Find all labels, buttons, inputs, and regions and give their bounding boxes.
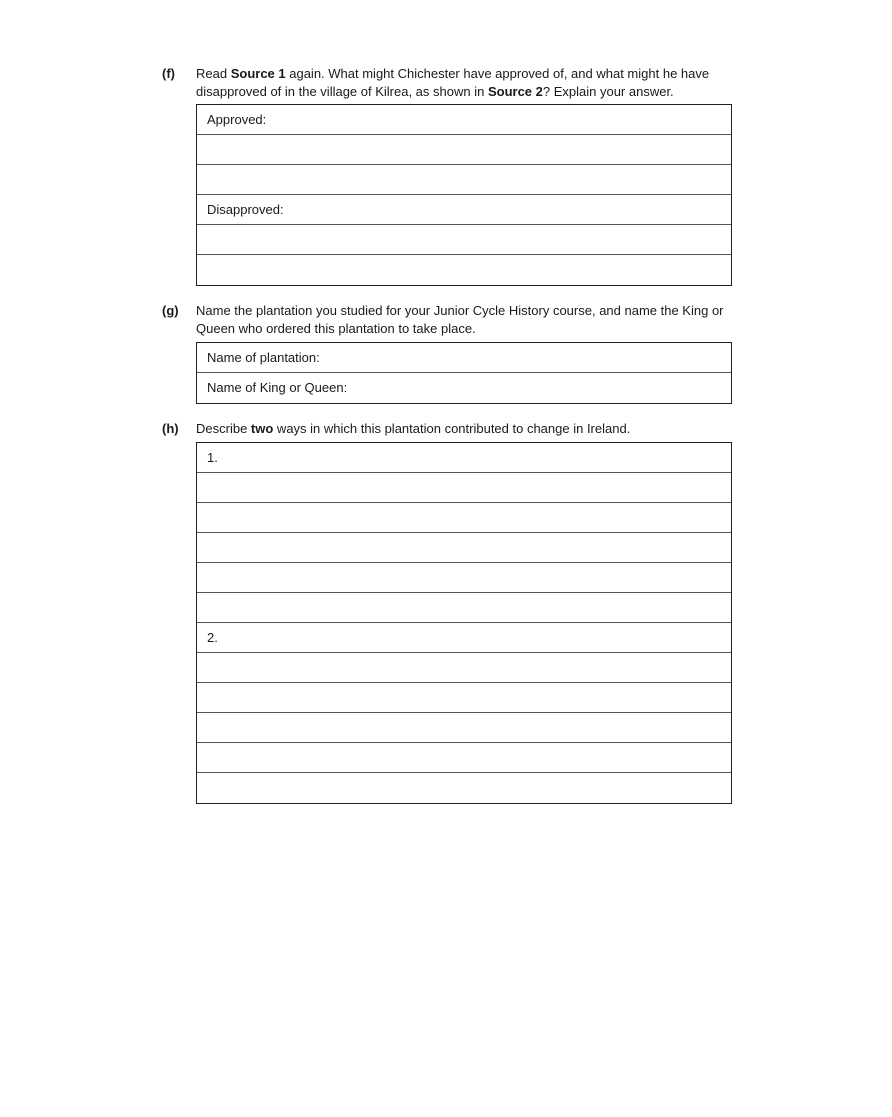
answer-line-prompt[interactable]: Name of plantation: (197, 343, 731, 373)
answer-line-prompt[interactable]: Disapproved: (197, 195, 731, 225)
question-text-segment: Read (196, 66, 231, 81)
question-text-bold: Source 1 (230, 66, 286, 81)
answer-line[interactable] (197, 653, 731, 683)
answer-line[interactable] (197, 473, 731, 503)
question-text-bold: Source 2 (487, 83, 543, 99)
question-label: (g) (162, 303, 179, 318)
answer-line[interactable] (197, 593, 731, 623)
answer-line[interactable] (197, 683, 731, 713)
question-text-segment: Name the plantation you studied for your Junior Cycle History course, and name the King or Queen who ordered this plantation to take place. (196, 303, 724, 336)
answer-line[interactable] (197, 135, 731, 165)
answer-line[interactable] (197, 503, 731, 533)
answer-line[interactable] (197, 165, 731, 195)
answer-line-prompt[interactable]: 2. (197, 623, 731, 653)
answer-line[interactable] (197, 713, 731, 743)
question-text-segment: ? Explain your answer. (542, 83, 674, 99)
answer-line[interactable] (197, 533, 731, 563)
question-text-segment: Describe (196, 421, 251, 436)
answer-line-prompt[interactable]: Name of King or Queen: (207, 380, 348, 395)
answer-line[interactable] (197, 773, 731, 803)
question-text-bold: two (250, 421, 274, 436)
question-text-segment: again. What might Chichester have approved of, and what might he have disapproved of in the village of Kilrea, as shown in (196, 66, 710, 99)
answer-box-g[interactable] (196, 342, 732, 404)
answer-line-prompt[interactable]: Approved: (197, 105, 731, 135)
question-text (196, 302, 741, 337)
answer-line[interactable] (197, 743, 731, 773)
question-text (196, 420, 741, 438)
answer-line[interactable] (197, 255, 731, 285)
answer-box-h[interactable] (196, 442, 732, 804)
question-text-segment: ways in which this plantation contributed to change in Ireland. (273, 421, 631, 436)
question-label: (f) (162, 66, 175, 81)
answer-line[interactable] (197, 225, 731, 255)
question-label: (h) (162, 421, 179, 436)
question-text (196, 65, 741, 100)
answer-line[interactable] (197, 563, 731, 593)
answer-box-f[interactable] (196, 104, 732, 286)
answer-line-prompt[interactable]: 1. (197, 443, 731, 473)
